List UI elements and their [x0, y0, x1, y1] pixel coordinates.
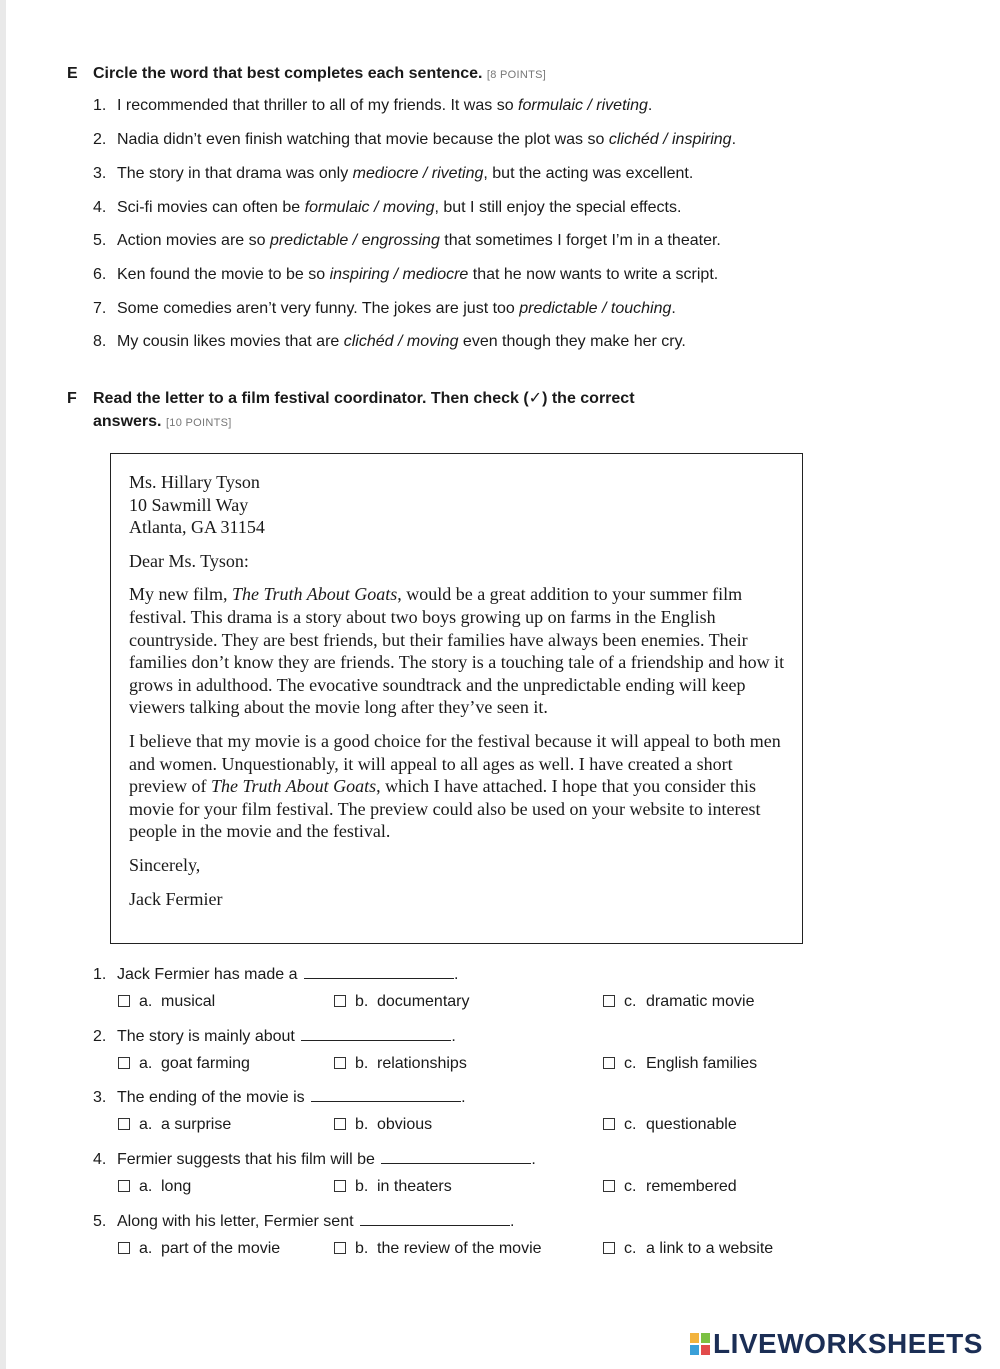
- word-choice[interactable]: inspiring / mediocre: [329, 266, 469, 283]
- option-5c[interactable]: c. a link to a website: [603, 1239, 773, 1259]
- e-item-2: 2. Nadia didn’t even finish watching that movie because the plot was so clichéd / inspiring.: [93, 131, 737, 148]
- checkbox[interactable]: [603, 995, 615, 1007]
- option-2a[interactable]: a. goat farming: [118, 1054, 250, 1074]
- option-2b[interactable]: b. relationships: [334, 1054, 467, 1074]
- checkbox[interactable]: [118, 995, 130, 1007]
- option-5b[interactable]: b. the review of the movie: [334, 1239, 542, 1259]
- option-1a[interactable]: a. musical: [118, 992, 215, 1012]
- question-3: 3. The ending of the movie is .: [93, 1089, 466, 1106]
- answer-blank: [301, 1026, 451, 1041]
- question-5: 5. Along with his letter, Fermier sent .: [93, 1213, 515, 1230]
- e-item-4: 4. Sci-fi movies can often be formulaic / moving, but I still enjoy the special effects.: [93, 199, 682, 216]
- option-3c[interactable]: c. questionable: [603, 1115, 737, 1135]
- checkbox[interactable]: [334, 1180, 346, 1192]
- recipient-street: 10 Sawmill Way: [129, 494, 249, 515]
- option-1c[interactable]: c. dramatic movie: [603, 992, 754, 1012]
- checkbox[interactable]: [334, 1118, 346, 1130]
- letter-box: [110, 453, 803, 944]
- option-5a[interactable]: a. part of the movie: [118, 1239, 280, 1259]
- film-title: The Truth About Goats: [232, 584, 398, 605]
- closing: Sincerely,: [129, 854, 201, 875]
- e-item-7: 7. Some comedies aren’t very funny. The jokes are just too predictable / touching.: [93, 300, 676, 317]
- answer-blank: [304, 964, 454, 979]
- section-f-letter: F: [67, 390, 77, 407]
- e-item-5: 5. Action movies are so predictable / engrossing that sometimes I forget I’m in a theater.: [93, 232, 721, 249]
- option-4b[interactable]: b. in theaters: [334, 1177, 452, 1197]
- checkbox[interactable]: [603, 1118, 615, 1130]
- option-3b[interactable]: b. obvious: [334, 1115, 432, 1135]
- question-1: 1. Jack Fermier has made a .: [93, 966, 459, 983]
- option-3a[interactable]: a. a surprise: [118, 1115, 231, 1135]
- e-item-3: 3. The story in that drama was only mediocre / riveting, but the acting was excellent.: [93, 165, 694, 182]
- word-choice[interactable]: predictable / touching: [519, 300, 672, 317]
- e-item-8: 8. My cousin likes movies that are clichéd / moving even though they make her cry.: [93, 333, 686, 350]
- option-4a[interactable]: a. long: [118, 1177, 191, 1197]
- e-item-6: 6. Ken found the movie to be so inspiring / mediocre that he now wants to write a script.: [93, 266, 719, 283]
- answer-blank: [360, 1211, 510, 1226]
- checkbox[interactable]: [118, 1242, 130, 1254]
- checkbox[interactable]: [603, 1057, 615, 1069]
- checkbox[interactable]: [334, 1242, 346, 1254]
- liveworksheets-logo-icon: [690, 1333, 710, 1355]
- checkbox[interactable]: [118, 1180, 130, 1192]
- checkbox[interactable]: [603, 1180, 615, 1192]
- checkbox[interactable]: [334, 995, 346, 1007]
- liveworksheets-logo[interactable]: LIVEWORKSHEETS: [690, 1328, 983, 1360]
- checkbox[interactable]: [118, 1118, 130, 1130]
- section-e-letter: E: [67, 65, 78, 82]
- option-1b[interactable]: b. documentary: [334, 992, 470, 1012]
- checkbox[interactable]: [603, 1242, 615, 1254]
- word-choice[interactable]: formulaic / riveting: [518, 97, 648, 114]
- question-2: 2. The story is mainly about .: [93, 1028, 456, 1045]
- option-2c[interactable]: c. English families: [603, 1054, 757, 1074]
- word-choice[interactable]: predictable / engrossing: [269, 232, 440, 249]
- option-4c[interactable]: c. remembered: [603, 1177, 737, 1197]
- question-4: 4. Fermier suggests that his film will be .: [93, 1151, 536, 1168]
- scrollbar-track[interactable]: [986, 0, 1000, 1369]
- letter-paragraph-2: I believe that my movie is a good choice for the festival because it will appeal to both men and women. Unquestionably, it will appeal to all ages as well. I have created a short preview of The Truth About Goats, which I have attached. I hope that you consider this movie for your film festival. The preview could also be used on your website to interest people in the movie and the festival.: [129, 730, 781, 842]
- recipient-name: Ms. Hillary Tyson: [129, 472, 260, 492]
- film-title: The Truth About Goats: [210, 776, 377, 797]
- word-choice[interactable]: clichéd / inspiring: [608, 131, 732, 148]
- section-e-points: [8 POINTS]: [486, 69, 547, 81]
- signature: Jack Fermier: [129, 888, 223, 909]
- e-item-1: 1. I recommended that thriller to all of my friends. It was so formulaic / riveting.: [93, 97, 653, 114]
- word-choice[interactable]: formulaic / moving: [304, 199, 435, 216]
- letter-paragraph-1: My new film, The Truth About Goats, would be a great addition to your summer film festival. This drama is a story about two boys growing up on farms in the English countryside. They are best friends, but their families have always been enemies. Their families don’t know they are friends. The story is a touching tale of a friendship and how it grows in adulthood. The evocative soundtrack and the unpredictable ending will keep viewers talking about the movie long after they’ve seen it.: [129, 584, 785, 718]
- section-e-instructions: Circle the word that best completes each sentence. [8 POINTS]: [93, 65, 547, 82]
- checkbox[interactable]: [334, 1057, 346, 1069]
- word-choice[interactable]: clichéd / moving: [343, 333, 459, 350]
- word-choice[interactable]: mediocre / riveting: [352, 165, 484, 182]
- section-f-points: [10 POINTS]: [165, 417, 232, 429]
- answer-blank: [311, 1087, 461, 1102]
- answer-blank: [381, 1149, 531, 1164]
- checkbox[interactable]: [118, 1057, 130, 1069]
- page-left-edge: [0, 0, 6, 1369]
- greeting: Dear Ms. Tyson:: [129, 550, 249, 571]
- section-f-instructions: Read the letter to a film festival coordinator. Then check (✓) the correct answers. [10 POINTS]: [93, 390, 635, 430]
- recipient-city: Atlanta, GA 31154: [129, 517, 265, 538]
